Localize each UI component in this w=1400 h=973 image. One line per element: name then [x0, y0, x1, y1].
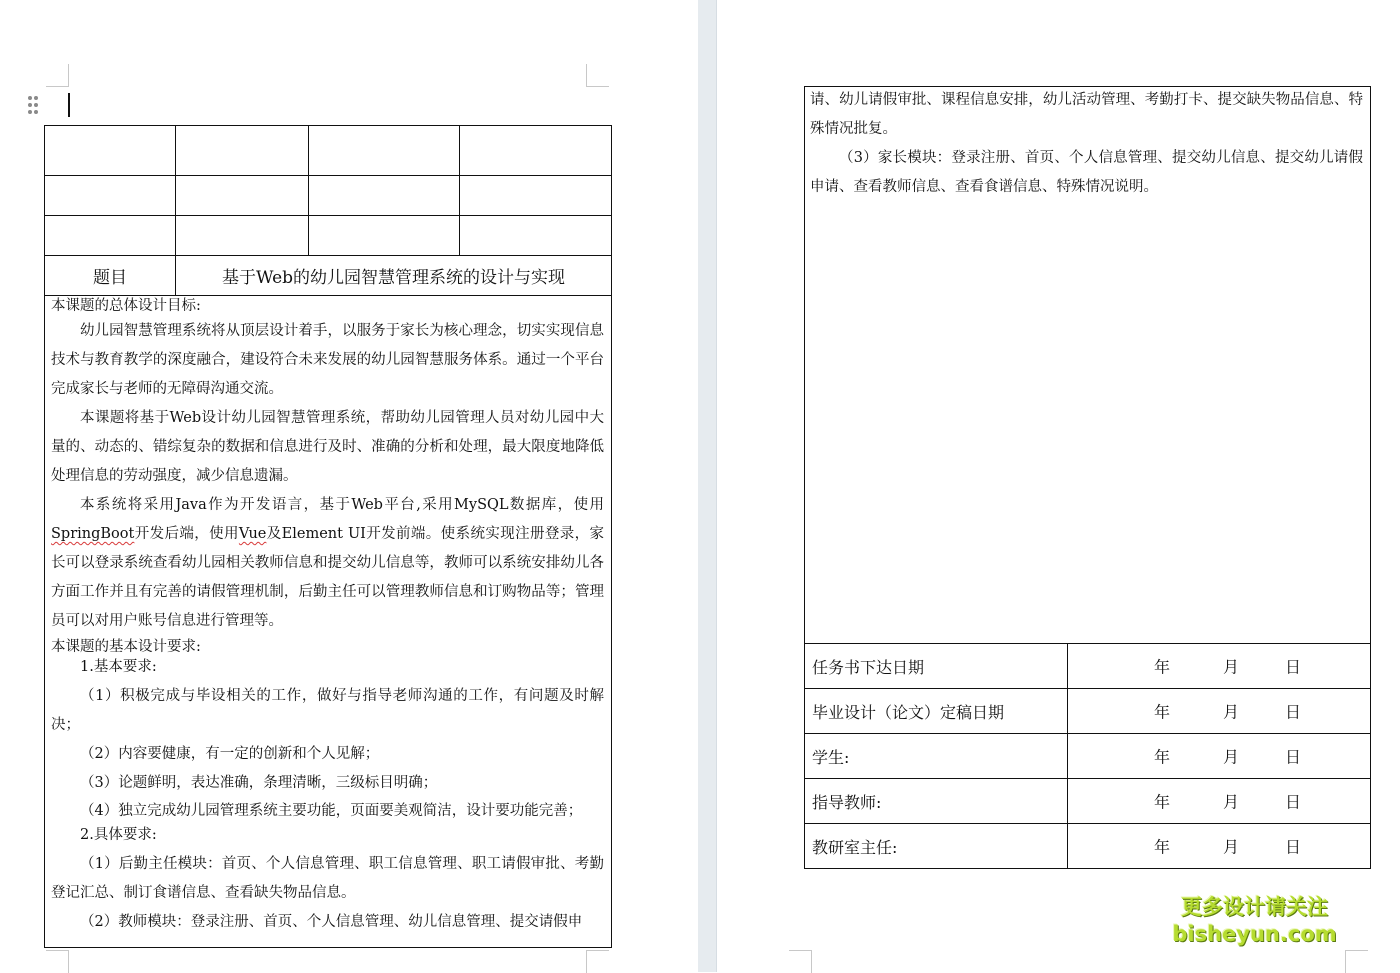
table-cell[interactable]	[176, 176, 309, 216]
requirements-heading: 本课题的基本设计要求:	[51, 639, 201, 655]
corner-mark	[789, 950, 812, 973]
year-label: 年	[1154, 747, 1171, 767]
continued-paragraph: 请、幼儿请假审批、课程信息安排，幼儿活动管理、考勤打卡、提交缺失物品信息、特殊情况批复。	[810, 92, 1363, 137]
month-label: 月	[1223, 837, 1240, 857]
goal-paragraph: 本系统将采用Java作为开发语言，基于Web平台,采用MySQL数据库，使用SpringBoot开发后端，使用Vue及Element UI开发前端。使系统实现注册登录，家长可以登录系统查看幼儿园相关教师信息和提交幼儿信息等，教师可以系统安排幼儿各方面工作并且有完善的请假管理机制，后勤主任可以管理教师信息和订购物品等；管理员可以对用户账号信息进行管理等。	[51, 497, 605, 629]
basic-heading: 1.基本要求:	[80, 659, 157, 675]
date-row-label: 任务书下达日期	[805, 644, 1068, 689]
day-label: 日	[1285, 702, 1302, 722]
specific-heading: 2.具体要求:	[80, 827, 157, 843]
watermark-line: 更多设计请关注	[1181, 895, 1328, 919]
table-cell[interactable]	[460, 216, 612, 256]
drag-handle-icon[interactable]	[27, 95, 39, 115]
goal-paragraph: 本课题将基于Web设计幼儿园智慧管理系统，帮助幼儿园管理人员对幼儿园中大量的、动态的、错综复杂的数据和信息进行及时、准确的分析和处理，最大限度地降低处理信息的劳动强度，减少信息遗漏。	[51, 410, 604, 484]
day-label: 日	[1285, 747, 1302, 767]
list-item: （1）后勤主任模块：首页、个人信息管理、职工信息管理、职工请假审批、考勤登记汇总、制订食谱信息、查看缺失物品信息。	[51, 856, 604, 901]
page-gutter	[698, 0, 716, 972]
list-item: （3）论题鲜明，表达准确，条理清晰，三级标目明确；	[80, 775, 438, 791]
table-cell[interactable]	[45, 216, 176, 256]
date-row-label: 指导教师:	[805, 779, 1068, 824]
month-label: 月	[1223, 702, 1240, 722]
table-cell[interactable]	[309, 176, 460, 216]
year-label: 年	[1154, 702, 1171, 722]
day-label: 日	[1285, 837, 1302, 857]
content-text[interactable]	[51, 294, 604, 937]
goal-paragraph: 幼儿园智慧管理系统将从顶层设计着手，以服务于家长为核心理念，切实实现信息技术与教育教学的深度融合，建设符合未来发展的幼儿园智慧服务体系。通过一个平台完成家长与老师的无障碍沟通交流。	[51, 323, 604, 397]
title-label: 题目	[45, 256, 176, 296]
date-row-label: 教研室主任:	[805, 824, 1068, 869]
table-cell[interactable]	[176, 216, 309, 256]
table-cell[interactable]	[176, 126, 309, 176]
year-label: 年	[1154, 837, 1171, 857]
date-cell[interactable]	[1068, 734, 1371, 779]
list-item: （4）独立完成幼儿园管理系统主要功能，页面要美观简洁，设计要功能完善；	[80, 803, 583, 819]
right-page	[717, 0, 1400, 972]
goal-heading: 本课题的总体设计目标:	[51, 298, 201, 314]
date-row-label: 学生:	[805, 734, 1068, 779]
day-label: 日	[1285, 657, 1302, 677]
corner-mark	[586, 950, 609, 973]
spellcheck-word[interactable]: Vue	[238, 526, 267, 542]
corner-mark	[46, 64, 69, 87]
table-cell[interactable]	[45, 126, 176, 176]
title-value[interactable]: 基于Web的幼儿园智慧管理系统的设计与实现	[176, 256, 612, 296]
list-item: （2）教师模块：登录注册、首页、个人信息管理、幼儿信息管理、提交请假申	[80, 914, 583, 930]
year-label: 年	[1154, 792, 1171, 812]
corner-mark	[586, 64, 609, 87]
month-label: 月	[1223, 747, 1240, 767]
corner-mark	[46, 950, 69, 973]
list-item: （1）积极完成与毕设相关的工作，做好与指导老师沟通的工作，有问题及时解决；	[51, 688, 604, 733]
table-cell[interactable]	[45, 176, 176, 216]
watermark-line: bisheyun.com	[1172, 922, 1337, 946]
table-cell[interactable]	[309, 126, 460, 176]
continued-text[interactable]	[810, 86, 1363, 202]
continued-table	[804, 86, 1371, 869]
left-page	[0, 0, 698, 972]
date-cell[interactable]	[1068, 779, 1371, 824]
table-cell[interactable]	[309, 216, 460, 256]
date-cell[interactable]	[1068, 644, 1371, 689]
text-cursor	[68, 93, 70, 117]
spellcheck-word[interactable]: SpringBoot	[51, 526, 135, 542]
date-cell[interactable]	[1068, 824, 1371, 869]
site-watermark	[1172, 893, 1337, 947]
table-cell[interactable]	[460, 176, 612, 216]
year-label: 年	[1154, 657, 1171, 677]
date-row-label: 毕业设计（论文）定稿日期	[805, 689, 1068, 734]
table-cell[interactable]	[460, 126, 612, 176]
corner-mark	[1345, 950, 1368, 973]
list-item: （2）内容要健康，有一定的创新和个人见解；	[80, 746, 380, 762]
month-label: 月	[1223, 792, 1240, 812]
parent-module-paragraph: （3）家长模块：登录注册、首页、个人信息管理、提交幼儿信息、提交幼儿请假申请、查看教师信息、查看食谱信息、特殊情况说明。	[810, 150, 1363, 195]
date-cell[interactable]	[1068, 689, 1371, 734]
month-label: 月	[1223, 657, 1240, 677]
day-label: 日	[1285, 792, 1302, 812]
